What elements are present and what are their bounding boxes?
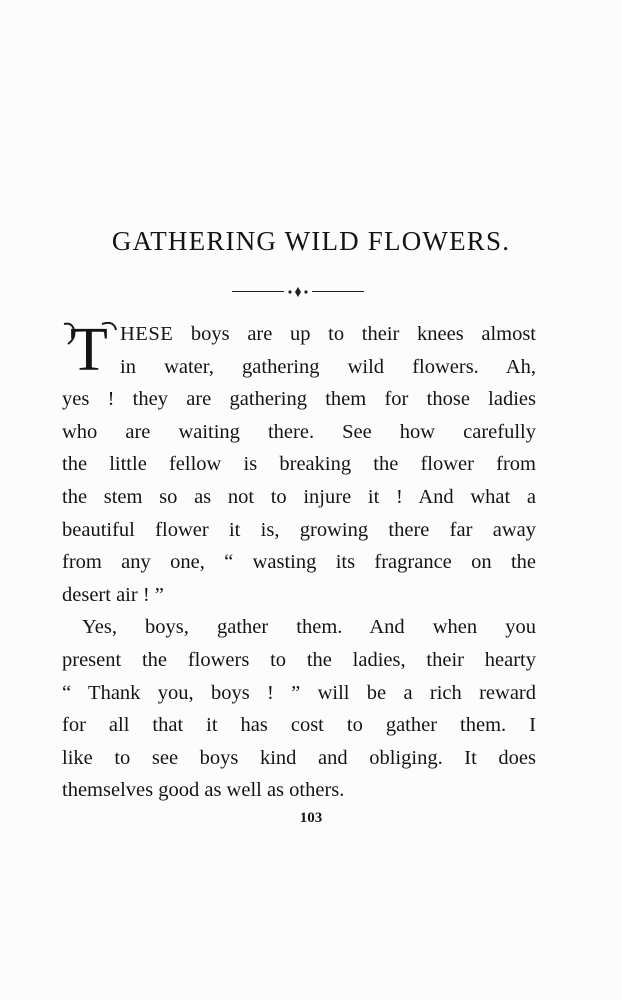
paragraph1-line-5: the little fellow is breaking the flower from (62, 453, 536, 476)
paragraph2-line-5: like to see boys kind and obliging. It does (62, 746, 536, 769)
paragraph2-line-4: for all that it has cost to gather them. I (62, 714, 536, 737)
body-text (62, 318, 536, 807)
paragraph1-line-8: from any one, “ wasting its fragrance on the (62, 551, 536, 574)
paragraph1-line-6: the stem so as not to injure it ! And what a (62, 485, 536, 508)
paragraph1-line-7: beautiful flower it is, growing there far away (62, 518, 536, 541)
paragraph1-line-4: who are waiting there. See how carefully (62, 420, 536, 443)
paragraph2-line-2: present the flowers to the ladies, their hearty (62, 648, 536, 671)
paragraph2-line-3: “ Thank you, boys ! ” will be a rich reward (62, 681, 536, 704)
text-line: boys are up to their knees almost (190, 323, 537, 345)
page-number: 103 (299, 810, 323, 826)
paragraph1-line-3: yes ! they are gathering them for those ladies (62, 388, 536, 411)
ornamental-rule-icon (288, 286, 308, 298)
paragraph2-line-1: Yes, boys, gather them. And when you (82, 616, 536, 639)
paragraph1-line-1 (62, 318, 536, 351)
paragraph2-line-6: themselves good as well as others. (62, 779, 345, 802)
drop-cap-letter: T (70, 316, 108, 384)
drop-cap (62, 316, 120, 384)
ornamental-rule (232, 286, 364, 298)
ornament-rule-right (312, 291, 364, 292)
ornament-rule-left (232, 291, 284, 292)
first-word-rest: HESE (120, 323, 174, 345)
paragraph1-line-9: desert air ! ” (62, 583, 164, 606)
paragraph1-line-2: in water, gathering wild flowers. Ah, (120, 355, 536, 378)
chapter-title: GATHERING WILD FLOWERS. (111, 226, 511, 256)
